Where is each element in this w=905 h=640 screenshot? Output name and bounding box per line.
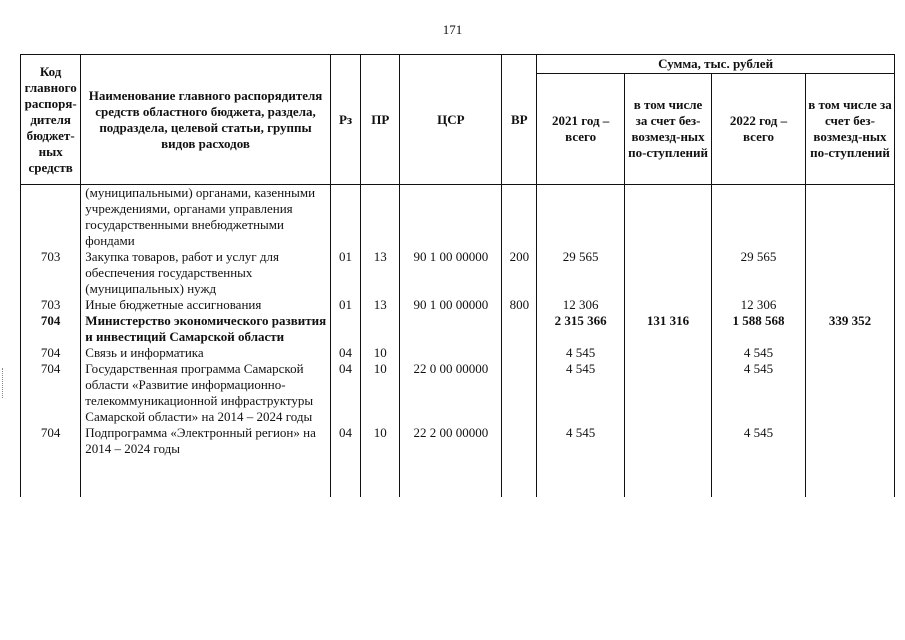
row-2021-grants — [625, 345, 712, 361]
row-csr — [400, 313, 502, 345]
row-2021-grants: 131 316 — [625, 313, 712, 345]
row-csr — [400, 185, 502, 250]
header-sum-group: Сумма, тыс. рублей — [537, 55, 895, 74]
header-name: Наименование главного распорядителя средств областного бюджета, раздела, подраздела, целевой статьи, группы видов расходов — [81, 55, 330, 185]
row-2022-grants — [806, 297, 895, 313]
header-rz: Рз — [330, 55, 361, 185]
header-vr: ВР — [502, 55, 537, 185]
row-vr — [502, 313, 537, 345]
table-row — [21, 185, 895, 250]
budget-table — [20, 54, 895, 497]
row-rz — [330, 313, 361, 345]
row-rz: 04 — [330, 345, 361, 361]
header-2021-total: 2021 год – всего — [537, 74, 625, 185]
spacer-cell — [330, 457, 361, 497]
margin-mark — [2, 368, 6, 398]
row-csr: 22 0 00 00000 — [400, 361, 502, 425]
row-2021-total: 12 306 — [537, 297, 625, 313]
row-name: Иные бюджетные ассигнования — [81, 297, 330, 313]
row-csr: 22 2 00 00000 — [400, 425, 502, 457]
row-pr: 13 — [361, 249, 400, 297]
row-2022-grants — [806, 361, 895, 425]
row-pr: 10 — [361, 345, 400, 361]
row-2022-grants — [806, 185, 895, 250]
row-vr: 200 — [502, 249, 537, 297]
row-code: 704 — [21, 345, 81, 361]
row-code: 704 — [21, 313, 81, 345]
row-vr — [502, 185, 537, 250]
row-pr: 13 — [361, 297, 400, 313]
row-2021-grants — [625, 425, 712, 457]
table-body — [21, 185, 895, 498]
row-code: 704 — [21, 425, 81, 457]
table-row — [21, 361, 895, 425]
row-2022-grants: 339 352 — [806, 313, 895, 345]
spacer-row — [21, 457, 895, 497]
spacer-cell — [502, 457, 537, 497]
row-pr: 10 — [361, 425, 400, 457]
header-code: Код главного распоря-дителя бюджет-ных средств — [21, 55, 81, 185]
row-vr — [502, 425, 537, 457]
row-2022-total: 4 545 — [711, 345, 805, 361]
spacer-cell — [625, 457, 712, 497]
row-2022-total — [711, 185, 805, 250]
row-csr — [400, 345, 502, 361]
row-2022-grants — [806, 249, 895, 297]
row-rz — [330, 185, 361, 250]
row-2021-grants — [625, 185, 712, 250]
header-2022-total: 2022 год – всего — [711, 74, 805, 185]
row-2021-grants — [625, 297, 712, 313]
row-2022-grants — [806, 345, 895, 361]
row-2021-total: 4 545 — [537, 345, 625, 361]
row-name: (муниципальными) органами, казенными учреждениями, органами управления государственными внебюджетными фондами — [81, 185, 330, 250]
row-rz: 01 — [330, 249, 361, 297]
row-2021-grants — [625, 249, 712, 297]
row-vr — [502, 345, 537, 361]
row-2021-total: 2 315 366 — [537, 313, 625, 345]
row-2021-grants — [625, 361, 712, 425]
header-2021-grants: в том числе за счет без-возмезд-ных по-ступлений — [625, 74, 712, 185]
header-csr: ЦСР — [400, 55, 502, 185]
row-2022-total: 12 306 — [711, 297, 805, 313]
header-2022-grants: в том числе за счет без-возмезд-ных по-ступлений — [806, 74, 895, 185]
table-row — [21, 297, 895, 313]
table-row — [21, 249, 895, 297]
table-row — [21, 425, 895, 457]
spacer-cell — [806, 457, 895, 497]
row-2021-total: 4 545 — [537, 361, 625, 425]
row-csr: 90 1 00 00000 — [400, 249, 502, 297]
row-rz: 01 — [330, 297, 361, 313]
row-vr: 800 — [502, 297, 537, 313]
row-code: 704 — [21, 361, 81, 425]
row-2022-grants — [806, 425, 895, 457]
row-name: Министерство экономического развития и инвестиций Самарской области — [81, 313, 330, 345]
table-row — [21, 313, 895, 345]
row-2021-total — [537, 185, 625, 250]
row-name: Государственная программа Самарской области «Развитие информационно-телекоммуникационной инфраструктуры Самарской области» на 2014 – 2024 годы — [81, 361, 330, 425]
row-pr: 10 — [361, 361, 400, 425]
row-name: Подпрограмма «Электронный регион» на 2014 – 2024 годы — [81, 425, 330, 457]
row-pr — [361, 313, 400, 345]
row-code: 703 — [21, 297, 81, 313]
row-2022-total: 4 545 — [711, 425, 805, 457]
row-code: 703 — [21, 249, 81, 297]
spacer-cell — [21, 457, 81, 497]
row-name: Связь и информатика — [81, 345, 330, 361]
page-number: 171 — [442, 22, 463, 37]
row-code — [21, 185, 81, 250]
row-2022-total: 4 545 — [711, 361, 805, 425]
header-pr: ПР — [361, 55, 400, 185]
row-rz: 04 — [330, 361, 361, 425]
spacer-cell — [537, 457, 625, 497]
spacer-cell — [711, 457, 805, 497]
spacer-cell — [361, 457, 400, 497]
row-pr — [361, 185, 400, 250]
spacer-cell — [400, 457, 502, 497]
row-2022-total: 29 565 — [711, 249, 805, 297]
row-2021-total: 4 545 — [537, 425, 625, 457]
row-2021-total: 29 565 — [537, 249, 625, 297]
row-vr — [502, 361, 537, 425]
row-csr: 90 1 00 00000 — [400, 297, 502, 313]
table-row — [21, 345, 895, 361]
row-rz: 04 — [330, 425, 361, 457]
row-name: Закупка товаров, работ и услуг для обеспечения государственных (муниципальных) нужд — [81, 249, 330, 297]
row-2022-total: 1 588 568 — [711, 313, 805, 345]
spacer-cell — [81, 457, 330, 497]
